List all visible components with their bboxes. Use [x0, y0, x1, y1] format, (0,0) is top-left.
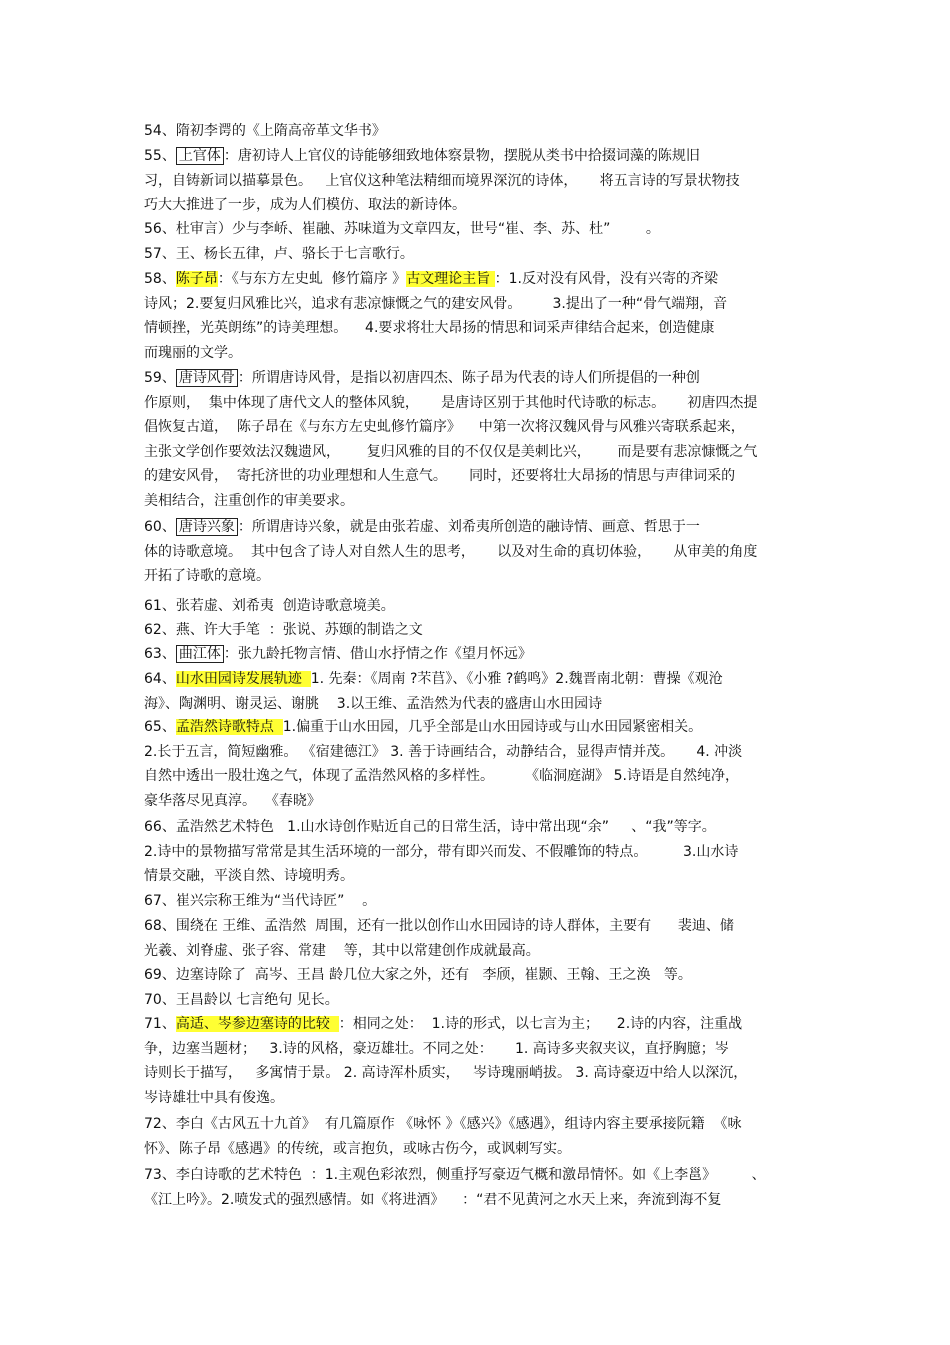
- text-line: [144, 492, 354, 510]
- text-run: 56、杜审言）少与李峤、崔融、苏味道为文章四友，世号“崔、李、苏、杜” 。: [144, 221, 660, 237]
- text-run: 海》、陶渊明、谢灵运、谢朓 3.以王维、孟浩然为代表的盛唐山水田园诗: [144, 695, 603, 712]
- boxed-term: 曲江体: [176, 645, 224, 663]
- boxed-term: 上官体: [176, 147, 224, 165]
- text-line: [144, 843, 738, 861]
- text-line: [144, 147, 700, 165]
- text-line: [144, 991, 339, 1009]
- text-run: 诗风；2.要复归风雅比兴，追求有悲凉慷慨之气的建安风骨。 3.提出了一种“骨气端翔，音: [144, 295, 728, 312]
- text-line: [144, 670, 723, 688]
- text-line: [144, 543, 757, 561]
- text-line: [144, 966, 692, 984]
- text-run: 习，自铸新词以描摹景色。 上官仪这种笔法精细而境界深沉的诗体， 将五言诗的写景状物技: [144, 172, 740, 189]
- highlighted-term: 古文理论主旨: [406, 271, 495, 287]
- text-run: 《江上吟》。2.喷发式的强烈感情。如《将进酒》 ：“君不见黄河之水天上来，奔流到海不复: [144, 1191, 722, 1208]
- text-run: 作原则， 集中体现了唐代文人的整体风貌， 是唐诗区别于其他时代诗歌的标志。 初唐四杰提: [144, 394, 758, 411]
- text-run: 62、燕、许大手笔 ：张说、苏颋的制诰之文: [144, 622, 423, 638]
- text-line: [144, 418, 745, 436]
- text-run: 1.偏重于山水田园，几乎全部是山水田园诗或与山水田园紧密相关。: [282, 719, 703, 735]
- text-run: 光羲、刘脊虚、张子容、常建 等，其中以常建创作成就最高。: [144, 942, 540, 959]
- text-run: 而瑰丽的文学。: [144, 344, 242, 361]
- text-line: [144, 518, 700, 536]
- text-run: ：唐初诗人上官仪的诗能够细致地体察景物，摆脱从类书中拾掇词藻的陈规旧: [223, 148, 700, 164]
- text-line: [144, 892, 376, 910]
- text-line: [144, 1140, 571, 1158]
- text-run: 61、张若虚、刘希夷 创造诗歌意境美。: [144, 598, 395, 614]
- text-run: 主张文学创作要效法汉魏遗风， 复归风雅的目的不仅仅是美刺比兴， 而是要有悲凉慷慨之气: [144, 443, 758, 460]
- text-run: 69、边塞诗除了 高岑、王昌 龄几位大家之外，还有 李颀，崔颢、王翰、王之涣 等。: [144, 967, 692, 983]
- text-run: 情景交融，平淡自然、诗境明秀。: [144, 868, 354, 884]
- text-line: [144, 1040, 729, 1058]
- text-run: 71、: [144, 1016, 176, 1032]
- text-run: ：张九龄托物言情、借山水抒情之作《望月怀远》: [223, 646, 532, 662]
- text-run: 59、: [144, 370, 176, 386]
- text-line: [144, 942, 540, 960]
- text-line: [144, 1166, 766, 1184]
- text-line: [144, 567, 270, 585]
- text-run: 2.长于五言，简短幽雅。 《宿建德江》 3. 善于诗画结合，动静结合，显得声情并茂。 4. 冲淡: [144, 743, 743, 760]
- text-line: [144, 818, 716, 836]
- text-run: 55、: [144, 148, 176, 164]
- text-line: [144, 344, 242, 362]
- text-run: 72、李白《古风五十九首》 有几篇原作 《咏怀 》《感兴》《感遇》，组诗内容主要承接阮籍 《咏: [144, 1116, 742, 1132]
- text-run: 65、: [144, 719, 176, 735]
- text-run: 68、围绕在 王维、孟浩然 周围，还有一批以创作山水田园诗的诗人群体，主要有 裴迪、储: [144, 918, 734, 934]
- text-line: [144, 220, 660, 238]
- text-line: [144, 1064, 747, 1082]
- text-line: [144, 295, 727, 313]
- text-run: ：所谓唐诗风骨，是指以初唐四杰、陈子昂为代表的诗人们所提倡的一种创: [237, 370, 700, 386]
- text-line: [144, 767, 739, 785]
- text-run: 自然中透出一股壮逸之气，体现了孟浩然风格的多样性。 《临洞庭湖》 5.诗语是自然纯净，: [144, 768, 739, 784]
- text-run: 情顿挫，光英朗练”的诗美理想。 4.要求将壮大昂扬的情思和词采声律结合起来，创造健康: [144, 320, 715, 336]
- text-line: [144, 1191, 721, 1209]
- text-line: [144, 369, 700, 387]
- text-run: 63、: [144, 646, 176, 662]
- text-run: 73、李白诗歌的艺术特色 ：1.主观色彩浓烈，侧重抒写豪迈气概和激昂情怀。如《上李邕》 、: [144, 1167, 766, 1183]
- text-run: ：所谓唐诗兴象，就是由张若虚、刘希夷所创造的融诗情、画意、哲思于一: [237, 519, 700, 535]
- text-line: [144, 172, 740, 190]
- text-run: 58、: [144, 271, 176, 287]
- text-line: [144, 597, 395, 615]
- text-run: ：相同之处： 1.诗的形式，以七言为主； 2.诗的内容，注重战: [338, 1016, 743, 1032]
- text-run: 体的诗歌意境。 其中包含了诗人对自然人生的思考， 以及对生命的真切体验， 从审美的角度: [144, 543, 758, 560]
- boxed-term: 唐诗风骨: [176, 369, 238, 387]
- text-run: 开拓了诗歌的意境。: [144, 568, 270, 584]
- text-run: 岑诗雄壮中具有俊逸。: [144, 1089, 284, 1106]
- text-line: [144, 443, 757, 461]
- text-line: [144, 319, 714, 337]
- text-line: [144, 917, 734, 935]
- highlighted-term: 高适、岑参边塞诗的比较: [175, 1016, 339, 1032]
- text-run: 美相结合，注重创作的审美要求。: [144, 492, 354, 509]
- text-line: [144, 645, 532, 663]
- text-run: 豪华落尽见真淳。 《春晓》: [144, 792, 321, 809]
- text-line: [144, 1089, 284, 1107]
- text-line: [144, 1115, 742, 1133]
- text-line: [144, 867, 354, 885]
- text-run: 70、王昌龄以 七言绝句 见长。: [144, 992, 339, 1008]
- text-line: [144, 196, 466, 214]
- highlighted-term: 孟浩然诗歌特点: [175, 719, 283, 735]
- text-line: [144, 270, 718, 288]
- text-run: 66、孟浩然艺术特色 1.山水诗创作贴近自己的日常生活，诗中常出现“余” 、“我”等字。: [144, 819, 716, 835]
- text-run: 60、: [144, 519, 176, 535]
- text-line: [144, 467, 735, 485]
- text-run: 争，边塞当题材； 3.诗的风格，豪迈雄壮。不同之处： 1. 高诗多夹叙夹议，直抒胸臆；岑: [144, 1040, 729, 1057]
- text-run: ：《与东方左史虬 修竹篇序 》: [217, 271, 407, 287]
- text-run: 的建安风骨， 寄托济世的功业理想和人生意气。 同时，还要将壮大昂扬的情思与声律词采的: [144, 468, 736, 484]
- text-line: [144, 743, 742, 761]
- boxed-term: 唐诗兴象: [176, 518, 238, 536]
- text-run: 怀》、陈子昂《感遇》的传统，或言抱负，或咏古伤今，或讽刺写实。: [144, 1140, 571, 1157]
- text-line: [144, 792, 321, 810]
- text-line: [144, 695, 602, 713]
- text-line: [144, 122, 386, 140]
- text-run: 67、崔兴宗称王维为“当代诗匠” 。: [144, 893, 377, 909]
- text-run: 2.诗中的景物描写常常是其生活环境的一部分，带有即兴而发、不假雕饰的特点。 3.山水诗: [144, 843, 739, 860]
- text-line: [144, 245, 414, 263]
- text-run: ：1.反对没有风骨，没有兴寄的齐梁: [494, 271, 718, 287]
- text-line: [144, 1015, 742, 1033]
- text-run: 1. 先秦：《周南 ?芣苢》、《小雅 ?鹤鸣》2.魏晋南北朝：曹操《观沧: [310, 671, 723, 687]
- text-line: [144, 394, 757, 412]
- text-run: 诗则长于描写， 多寓情于景。 2. 高诗浑朴质实， 岑诗瑰丽峭拔。 3. 高诗豪迈中给人以深沉，: [144, 1065, 748, 1081]
- text-run: 巧大大推进了一步，成为人们模仿、取法的新诗体。: [144, 197, 466, 213]
- highlighted-term: 山水田园诗发展轨迹: [175, 671, 311, 687]
- text-run: 57、王、杨长五律，卢、骆长于七言歌行。: [144, 246, 414, 262]
- text-line: [144, 718, 702, 736]
- text-line: [144, 621, 423, 639]
- text-run: 倡恢复古道， 陈子昂在《与东方左史虬修竹篇序》 中第一次将汉魏风骨与风雅兴寄联系起来，: [144, 419, 745, 435]
- text-run: 64、: [144, 671, 176, 687]
- text-run: 54、隋初李谔的《上隋高帝革文华书》: [144, 123, 386, 139]
- highlighted-term: 陈子昂: [175, 271, 218, 287]
